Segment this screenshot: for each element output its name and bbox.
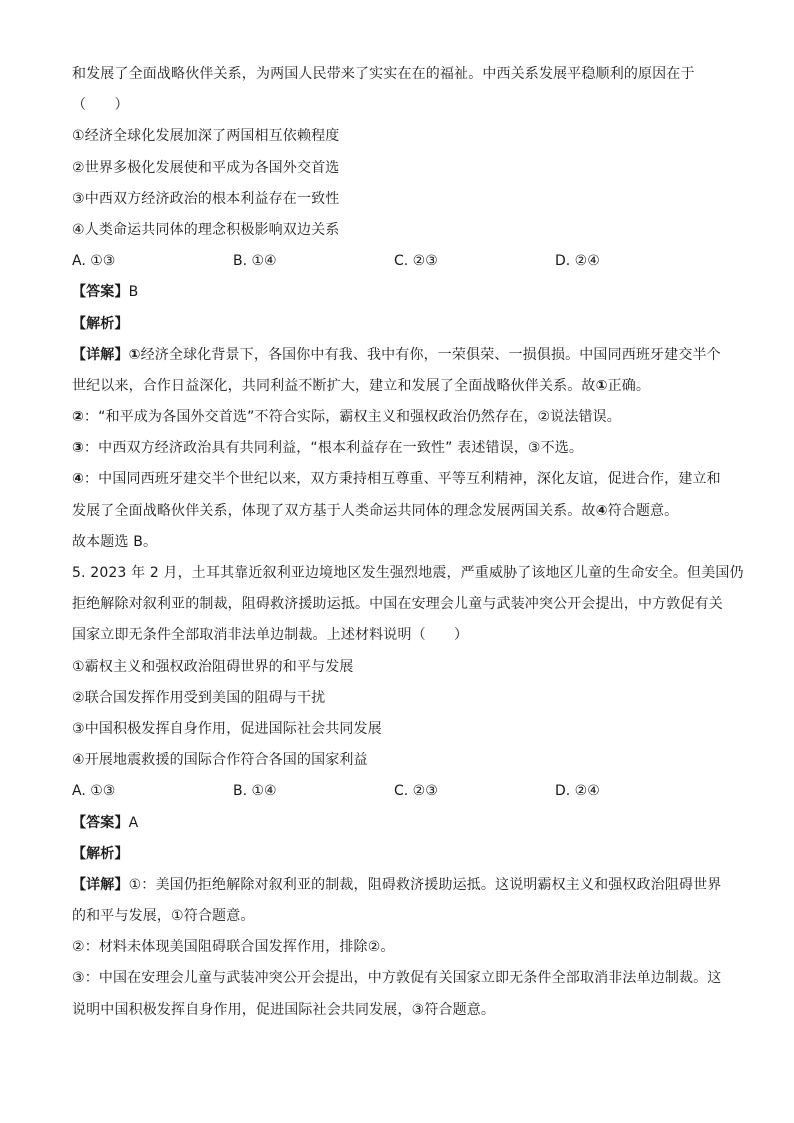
q4-answer-value: B: [128, 284, 139, 301]
q4-item3-marker: ③: [72, 440, 85, 457]
q4-analysis-item2: [72, 407, 732, 427]
q4-detail-label: 【详解】: [72, 346, 129, 363]
q5-analysis-label: 【解析】: [72, 845, 129, 862]
q5-detail3-line2: 说明中国积极发挥自身作用，促进国际社会共同发展，③符合题意。: [72, 1001, 496, 1018]
q4-analysis-label: 【解析】: [72, 315, 129, 332]
q4-item2-text: ：“和平成为各国外交首选”不符合实际，霸权主义和强权政治仍然存在，②说法错误。: [84, 409, 621, 426]
q4-detail-line1: [72, 345, 732, 365]
q4-option-a: A. ①③: [72, 253, 116, 270]
q4-item-3: ③中西双方经济政治的根本利益存在一致性: [72, 190, 340, 207]
q4-detail-text-1: 经济全球化背景下，各国你中有我、我中有你，一荣俱荣、一损俱损。中国同西班牙建交半个: [140, 346, 721, 363]
q4-option-b: B. ①④: [233, 253, 277, 270]
q5-stem-line3: 国家立即无条件全部取消非法单边制裁。上述材料说明（ ）: [72, 627, 469, 644]
q4-analysis-item4-line2: [72, 501, 732, 521]
q4-item-1: ①经济全球化发展加深了两国相互依赖程度: [72, 128, 340, 145]
q5-analysis: [72, 844, 732, 864]
q4-detail-text-2a: 世纪以来，合作日益深化，共同利益不断扩大，建立和发展了全面战略伙伴关系。故: [72, 377, 596, 394]
q4-detail-marker-1: ①: [128, 346, 141, 363]
q5-item-2: ②联合国发挥作用受到美国的阻碍与干扰: [72, 689, 326, 706]
q4-detail-text-2b: 正确。: [607, 377, 651, 394]
q5-detail1-text: ①：美国仍拒绝解除对叙利亚的制裁，阻碍救济援助运抵。这说明霸权主义和强权政治阻碍世界: [128, 876, 722, 893]
q5-detail1-line2: 的和平与发展，①符合题意。: [72, 908, 255, 925]
q4-item-2: ②世界多极化发展使和平成为各国外交首选: [72, 159, 340, 176]
q5-option-c: C. ②③: [394, 783, 438, 800]
q5-stem-line1: 5. 2023 年 2 月，土耳其靠近叙利亚边境地区发生强烈地震，严重威胁了该地区儿童的生命安全。但美国仍: [72, 565, 744, 581]
q5-detail-label: 【详解】: [72, 876, 129, 893]
q5-option-b: B. ①④: [233, 783, 277, 800]
q5-stem-line2: 拒绝解除对叙利亚的制裁，阻碍救济援助运抵。中国在安理会儿童与武装冲突公开会提出，中方敦促有关: [72, 596, 723, 613]
q5-detail2: ②：材料未体现美国阻碍联合国发挥作用，排除②。: [72, 939, 395, 956]
q5-item-3: ③中国积极发挥自身作用，促进国际社会共同发展: [72, 720, 382, 737]
q4-item3-text: ：中西双方经济政治具有共同利益，“根本利益存在一致性” 表述错误，③不选。: [84, 440, 584, 457]
q4-analysis-item3: [72, 438, 732, 458]
q5-answer-label: 【答案】: [72, 814, 129, 831]
q4-item2-marker: ②: [72, 409, 85, 426]
q4-stem-line1: 和发展了全面战略伙伴关系，为两国人民带来了实实在在的福祉。中西关系发展平稳顺利的原因在于: [72, 66, 695, 82]
q5-item-1: ①霸权主义和强权政治阻碍世界的和平与发展: [72, 658, 354, 675]
q4-item4-text: ：中国同西班牙建交半个世纪以来，双方秉持相互尊重、平等互利精神，深化友谊，促进合作，建立和: [84, 471, 721, 488]
q4-item4-marker: ④: [72, 471, 85, 488]
q4-stem-line2: （ ）: [72, 97, 129, 114]
q4-detail-line2: [72, 376, 732, 396]
q4-analysis-item4: [72, 469, 732, 489]
q4-conclusion: 故本题选 B。: [72, 533, 158, 550]
q4-option-c: C. ②③: [394, 253, 438, 270]
q4-answer: [72, 282, 732, 302]
q5-detail3-line1: ③：中国在安理会儿童与武装冲突公开会提出，中方敦促有关国家立即无条件全部取消非法单边制裁。这: [72, 970, 722, 987]
q5-option-d: D. ②④: [555, 783, 600, 800]
q5-answer: [72, 813, 732, 833]
q5-options: [72, 781, 732, 801]
q4-item4-line2a: 发展了全面战略伙伴关系，体现了双方基于人类命运共同体的理念发展两国关系。故: [72, 502, 596, 519]
q4-answer-label: 【答案】: [72, 284, 129, 301]
document-page: [72, 64, 744, 1031]
q4-item4-line2b: 符合题意。: [607, 502, 679, 519]
q4-item-4: ④人类命运共同体的理念积极影响双边关系: [72, 221, 340, 238]
q5-answer-value: A: [128, 814, 139, 831]
q5-option-a: A. ①③: [72, 783, 116, 800]
q4-options: [72, 251, 732, 271]
q4-detail-marker-2: ①: [595, 377, 608, 394]
q4-option-d: D. ②④: [555, 253, 600, 270]
q5-item-4: ④开展地震救援的国际合作符合各国的国家利益: [72, 752, 368, 769]
q5-detail1-line1: [72, 875, 732, 895]
q4-item4-line2-marker: ④: [595, 502, 608, 519]
q4-analysis: [72, 314, 732, 334]
